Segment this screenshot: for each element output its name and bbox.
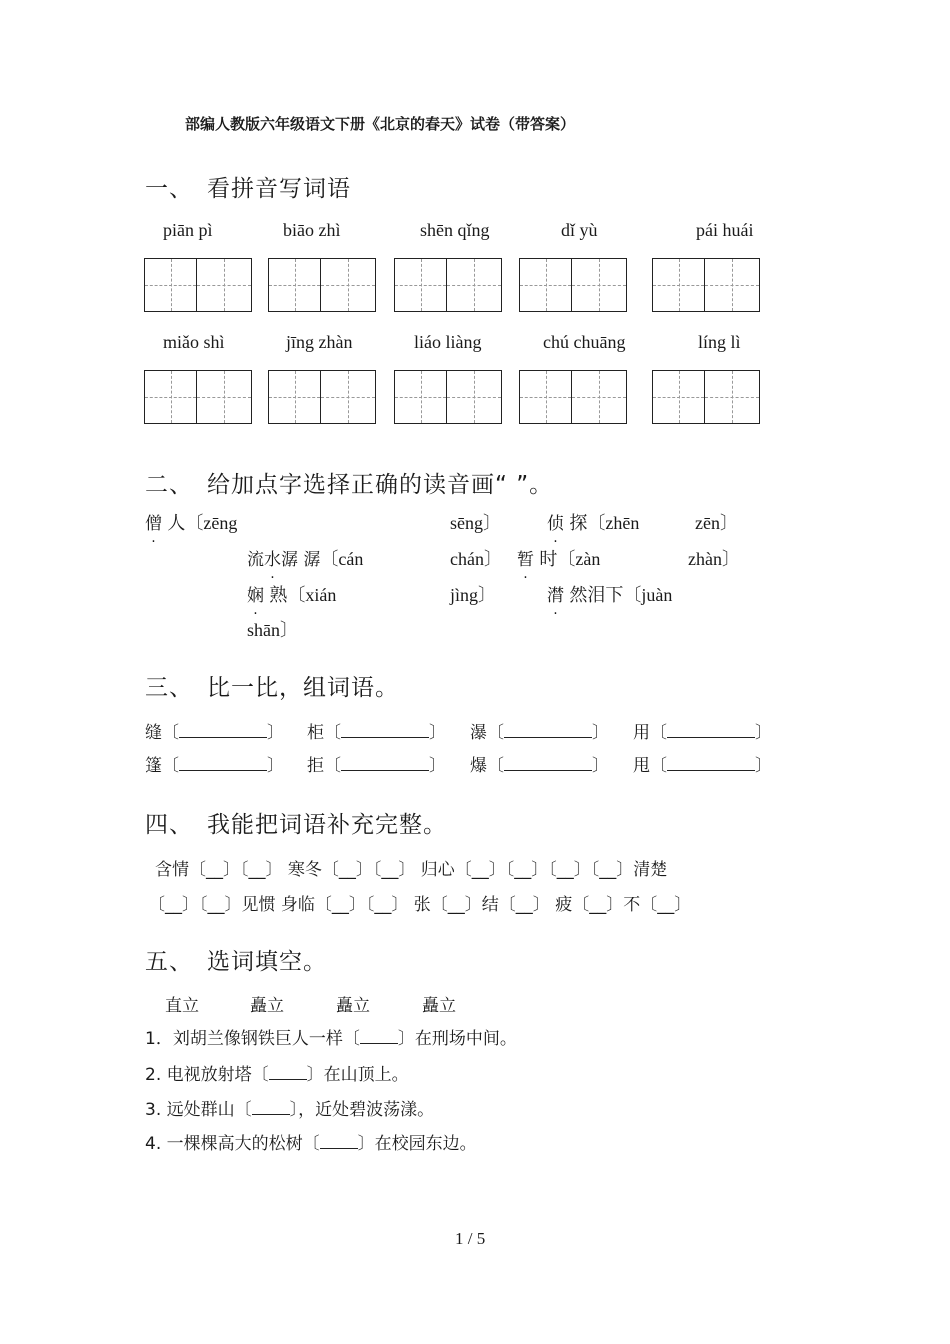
q2-zan-option-b[interactable]: zhàn〕: [688, 549, 740, 569]
q5-item-3: 3. 远处群山〔 〕，近处碧波荡漾。: [145, 1100, 435, 1120]
writing-box-9[interactable]: [519, 370, 627, 424]
section-5-number: 五、: [145, 949, 193, 975]
q2-item-xian: [247, 581, 336, 607]
pinyin-1: piān pì: [163, 220, 213, 240]
pinyin-9: chú chuāng: [543, 332, 626, 352]
answer-blank[interactable]: [504, 756, 592, 771]
section-3-number: 三、: [145, 675, 193, 701]
pinyin-10: líng lì: [698, 332, 741, 352]
answer-blank[interactable]: [269, 1065, 307, 1080]
q3-item-6: 拒〔 〕: [307, 756, 446, 776]
answer-blank[interactable]: [341, 723, 429, 738]
answer-blank[interactable]: [179, 756, 267, 771]
dotted-char-zhen: 侦: [547, 514, 564, 534]
pinyin-2: biāo zhì: [283, 220, 341, 240]
q4-row-2[interactable]: 〔__〕〔__〕见惯 身临〔__〕〔__〕 张〔__〕结〔__〕 疲〔__〕不〔__〕: [148, 895, 692, 915]
section-5-heading: [145, 943, 327, 976]
q3-item-4: 用〔 〕: [633, 723, 772, 743]
pinyin-5: pái huái: [696, 220, 754, 240]
pinyin-7: jīng zhàn: [286, 332, 353, 352]
q2-item-zan: [517, 545, 600, 571]
pinyin-8: liáo liàng: [414, 332, 482, 352]
section-4-title: 我能把词语补充完整。: [207, 812, 447, 838]
q2-zan-options[interactable]: 时〔zàn: [539, 549, 601, 569]
writing-box-6[interactable]: [144, 370, 252, 424]
q5-item-1: 1．刘胡兰像钢铁巨人一样〔 〕在刑场中间。: [145, 1029, 517, 1049]
q3-item-3: 瀑〔 〕: [470, 723, 609, 743]
q2-shan-options[interactable]: 然泪下〔juàn: [569, 585, 673, 605]
pinyin-3: shēn qǐng: [420, 220, 490, 240]
writing-box-4[interactable]: [519, 258, 627, 312]
q2-item-seng: [145, 509, 237, 535]
section-5-title: 选词填空。: [207, 949, 327, 975]
q3-item-5: 篷〔 〕: [145, 756, 284, 776]
dotted-char-zan: 暂: [517, 550, 534, 570]
answer-blank[interactable]: [179, 723, 267, 738]
section-4-number: 四、: [145, 812, 193, 838]
writing-box-8[interactable]: [394, 370, 502, 424]
section-3-title: 比一比，组词语。: [207, 675, 399, 701]
answer-blank[interactable]: [320, 1134, 358, 1149]
q2-xian-options[interactable]: 熟〔xián: [269, 585, 337, 605]
document-title: 部编人教版六年级语文下册《北京的春天》试卷（带答案）: [185, 115, 576, 133]
q2-shan-option-b[interactable]: shān〕: [247, 620, 298, 640]
q3-item-8: 甩〔 〕: [633, 756, 772, 776]
writing-box-5[interactable]: [652, 258, 760, 312]
q2-zhen-options[interactable]: 探〔zhēn: [569, 513, 640, 533]
word-option-4: 矗立: [422, 996, 456, 1016]
section-1-title: 看拼音写词语: [207, 176, 351, 202]
q2-item-zhen: [547, 509, 639, 535]
page-number: 1 / 5: [455, 1229, 486, 1248]
writing-box-7[interactable]: [268, 370, 376, 424]
answer-blank[interactable]: [360, 1029, 398, 1044]
q2-seng-options[interactable]: 人〔zēng: [167, 513, 238, 533]
section-2-number: 二、: [145, 472, 193, 498]
answer-blank[interactable]: [252, 1100, 290, 1115]
q2-chan-options[interactable]: 〔cán: [320, 549, 364, 569]
q3-item-2: 柜〔 〕: [307, 723, 446, 743]
dotted-char-seng: 僧: [145, 514, 162, 534]
q2-xian-option-b[interactable]: jìng〕: [450, 585, 497, 605]
q5-item-4: 4. 一棵棵高大的松树〔 〕在校园东边。: [145, 1134, 477, 1154]
dotted-char-chan: 流水潺: [247, 550, 298, 570]
dotted-char-shan: 潸: [547, 586, 564, 606]
writing-box-2[interactable]: [268, 258, 376, 312]
section-3-heading: [145, 669, 399, 702]
answer-blank[interactable]: [504, 723, 592, 738]
q2-zhen-option-b[interactable]: zēn〕: [695, 513, 738, 533]
q2-chan-char: 潺: [303, 550, 321, 570]
word-option-2: 矗立: [250, 996, 284, 1016]
q2-item-chan: [247, 545, 363, 571]
q2-chan-option-b[interactable]: chán〕: [450, 549, 502, 569]
dotted-char-xian: 娴: [247, 586, 264, 606]
word-option-1: 直立: [165, 996, 199, 1016]
section-1-number: 一、: [145, 176, 193, 202]
q4-row-1[interactable]: 含情〔__〕〔__〕 寒冬〔__〕〔__〕 归心〔__〕〔__〕〔__〕〔__〕清楚: [155, 860, 668, 880]
pinyin-6: miǎo shì: [163, 332, 225, 352]
section-2-title: 给加点字选择正确的读音画“ ”。: [207, 472, 554, 498]
writing-box-1[interactable]: [144, 258, 252, 312]
q2-seng-option-b[interactable]: sēng〕: [450, 513, 501, 533]
answer-blank[interactable]: [341, 756, 429, 771]
section-4-heading: [145, 806, 447, 839]
section-1-heading: [145, 170, 351, 203]
answer-blank[interactable]: [667, 756, 755, 771]
q3-item-7: 爆〔 〕: [470, 756, 609, 776]
section-2-heading: [145, 466, 553, 499]
q5-item-2: 2. 电视放射塔〔 〕在山顶上。: [145, 1065, 409, 1085]
answer-blank[interactable]: [667, 723, 755, 738]
word-option-3: 矗立: [336, 996, 370, 1016]
pinyin-4: dǐ yù: [561, 220, 598, 240]
q3-item-1: 缝〔 〕: [145, 723, 284, 743]
writing-box-10[interactable]: [652, 370, 760, 424]
q2-item-shan: [547, 581, 672, 607]
writing-box-3[interactable]: [394, 258, 502, 312]
